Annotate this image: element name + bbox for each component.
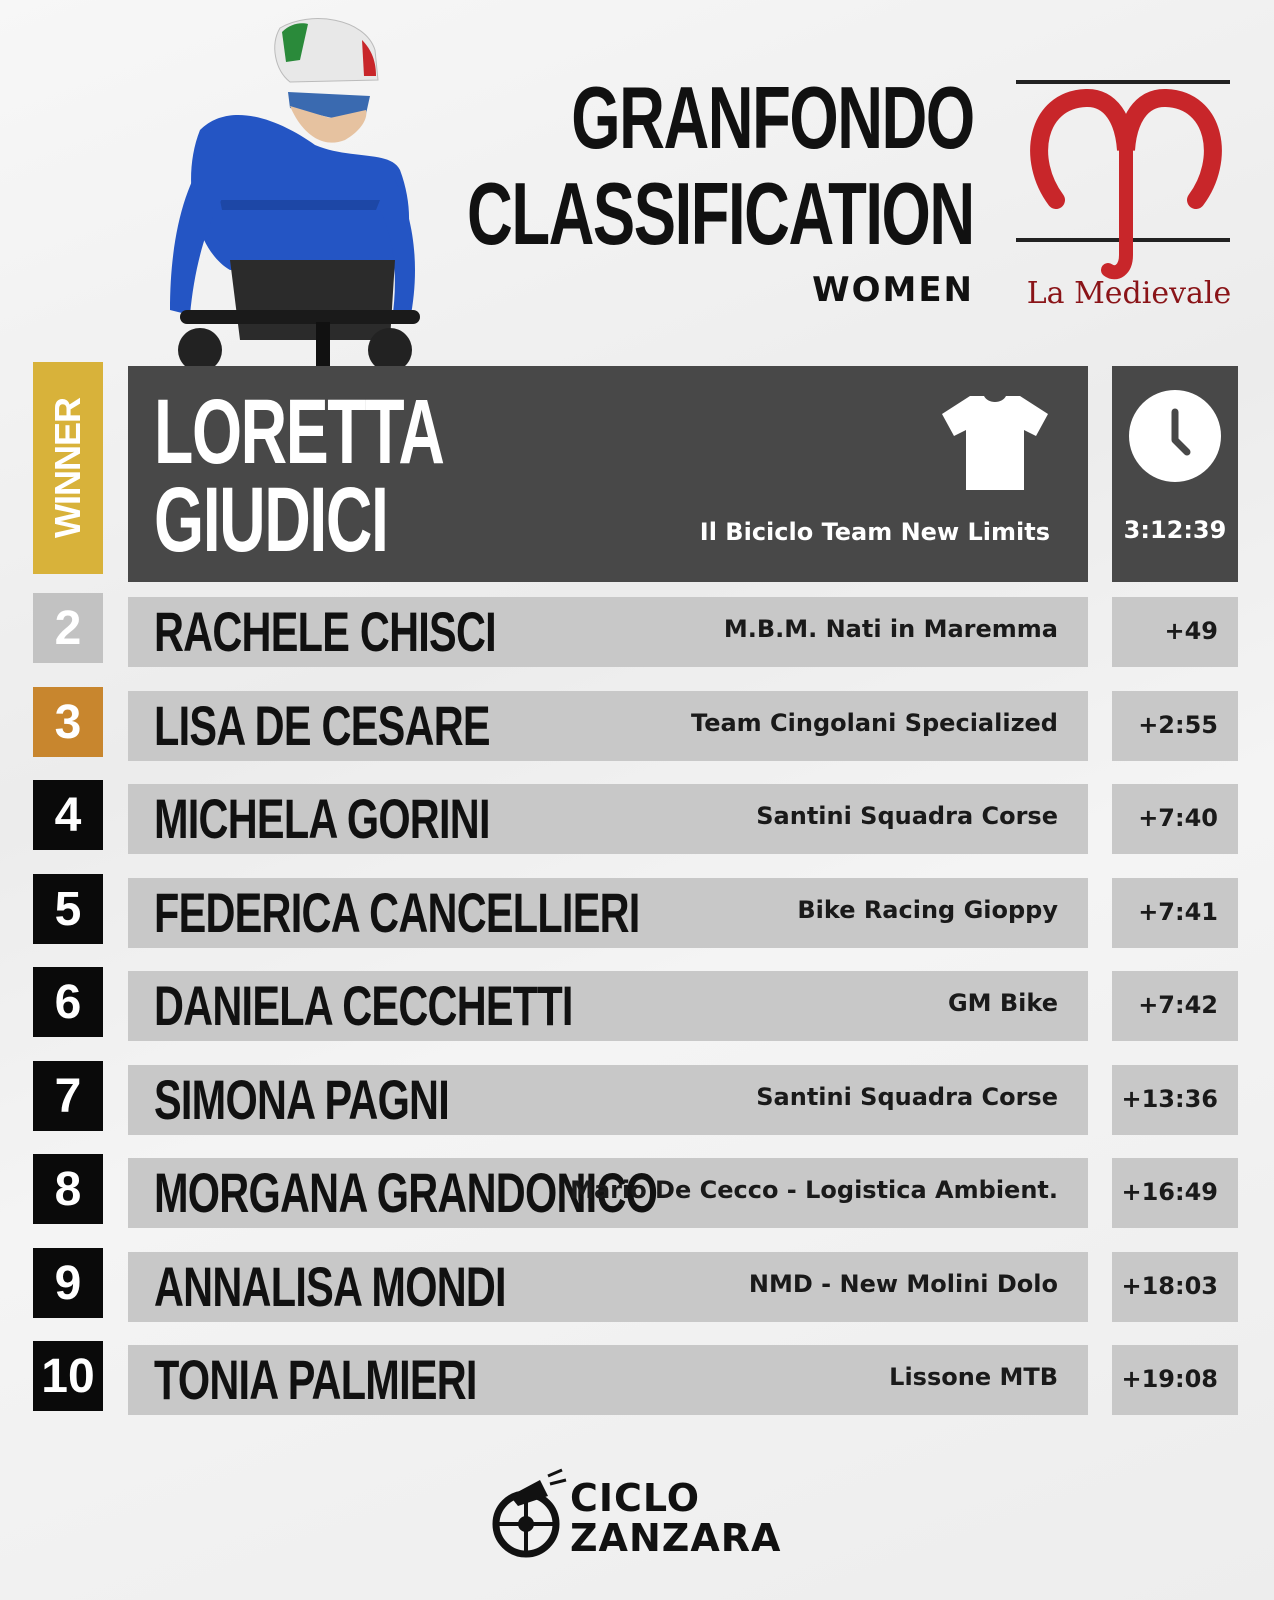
time-gap: +7:42: [1138, 991, 1218, 1019]
time-gap: +16:49: [1121, 1178, 1218, 1206]
time-gap: +19:08: [1121, 1365, 1218, 1393]
gap-box: [1112, 878, 1238, 948]
position-badge: 10: [33, 1341, 103, 1411]
jersey-icon: [940, 392, 1050, 492]
team-name: Santini Squadra Corse: [756, 802, 1058, 830]
result-row: [128, 1345, 1088, 1415]
rider-name: SIMONA PAGNI: [154, 1068, 450, 1131]
gap-box: [1112, 971, 1238, 1041]
time-gap: +49: [1164, 617, 1218, 645]
time-gap: +7:41: [1138, 898, 1218, 926]
clock-icon: [1129, 390, 1221, 482]
gap-box: [1112, 1158, 1238, 1228]
team-name: Santini Squadra Corse: [756, 1083, 1058, 1111]
result-row: [128, 1065, 1088, 1135]
rider-name: MICHELA GORINI: [154, 787, 490, 850]
winner-tag: [33, 362, 103, 574]
gap-box: [1112, 1065, 1238, 1135]
time-gap: +7:40: [1138, 804, 1218, 832]
team-name: Mario De Cecco - Logistica Ambient.: [570, 1176, 1058, 1204]
winner-time-box: [1112, 366, 1238, 582]
team-name: Team Cingolani Specialized: [691, 709, 1058, 737]
position-badge: 9: [33, 1248, 103, 1318]
result-row: [128, 971, 1088, 1041]
rider-name: MORGANA GRANDONICO: [154, 1161, 658, 1224]
result-row: [128, 784, 1088, 854]
winner-last-name: GIUDICI: [154, 469, 388, 571]
title-line-1: GRANFONDO: [571, 68, 974, 167]
result-row: [128, 597, 1088, 667]
rider-name: ANNALISA MONDI: [154, 1255, 506, 1318]
team-name: GM Bike: [947, 989, 1058, 1017]
gap-box: [1112, 1345, 1238, 1415]
title-block: [270, 70, 974, 310]
winner-name: [154, 381, 444, 571]
gap-box: [1112, 691, 1238, 761]
team-name: Bike Racing Gioppy: [797, 896, 1058, 924]
winner-first-name: LORETTA: [154, 381, 444, 483]
position-badge: 7: [33, 1061, 103, 1131]
team-name: NMD - New Molini Dolo: [748, 1270, 1058, 1298]
result-row: [128, 1158, 1088, 1228]
winner-team: Il Biciclo Team New Limits: [699, 518, 1050, 546]
time-gap: +13:36: [1121, 1085, 1218, 1113]
position-badge: 2: [33, 593, 103, 663]
rider-name: TONIA PALMIERI: [154, 1348, 477, 1411]
time-gap: +2:55: [1138, 711, 1218, 739]
title-line-2: CLASSIFICATION: [467, 164, 974, 263]
team-name: M.B.M. Nati in Maremma: [723, 615, 1058, 643]
rider-name: DANIELA CECCHETTI: [154, 974, 573, 1037]
team-name: Lissone MTB: [889, 1363, 1058, 1391]
position-badge: 3: [33, 687, 103, 757]
winner-label: WINNER: [47, 398, 88, 538]
position-badge: 6: [33, 967, 103, 1037]
rider-name: RACHELE CHISCI: [154, 600, 496, 663]
ciclo-zanzara-brand: [570, 1478, 781, 1558]
winner-time: 3:12:39: [1123, 516, 1227, 544]
position-badge: 8: [33, 1154, 103, 1224]
position-badge: 4: [33, 780, 103, 850]
gap-box: [1112, 784, 1238, 854]
brand-line-2: ZANZARA: [570, 1516, 782, 1560]
gap-box: [1112, 1252, 1238, 1322]
result-row: [128, 1252, 1088, 1322]
winner-row: [128, 366, 1088, 582]
time-gap: +18:03: [1121, 1272, 1218, 1300]
la-medievale-logo-text: La Medievale: [1026, 276, 1232, 311]
category-subtitle: WOMEN: [812, 270, 974, 310]
gap-box: [1112, 597, 1238, 667]
result-row: [128, 878, 1088, 948]
result-row: [128, 691, 1088, 761]
brand-line-1: CICLO: [570, 1476, 701, 1520]
rider-name: LISA DE CESARE: [154, 694, 490, 757]
position-badge: 5: [33, 874, 103, 944]
rider-name: FEDERICA CANCELLIERI: [154, 881, 640, 944]
